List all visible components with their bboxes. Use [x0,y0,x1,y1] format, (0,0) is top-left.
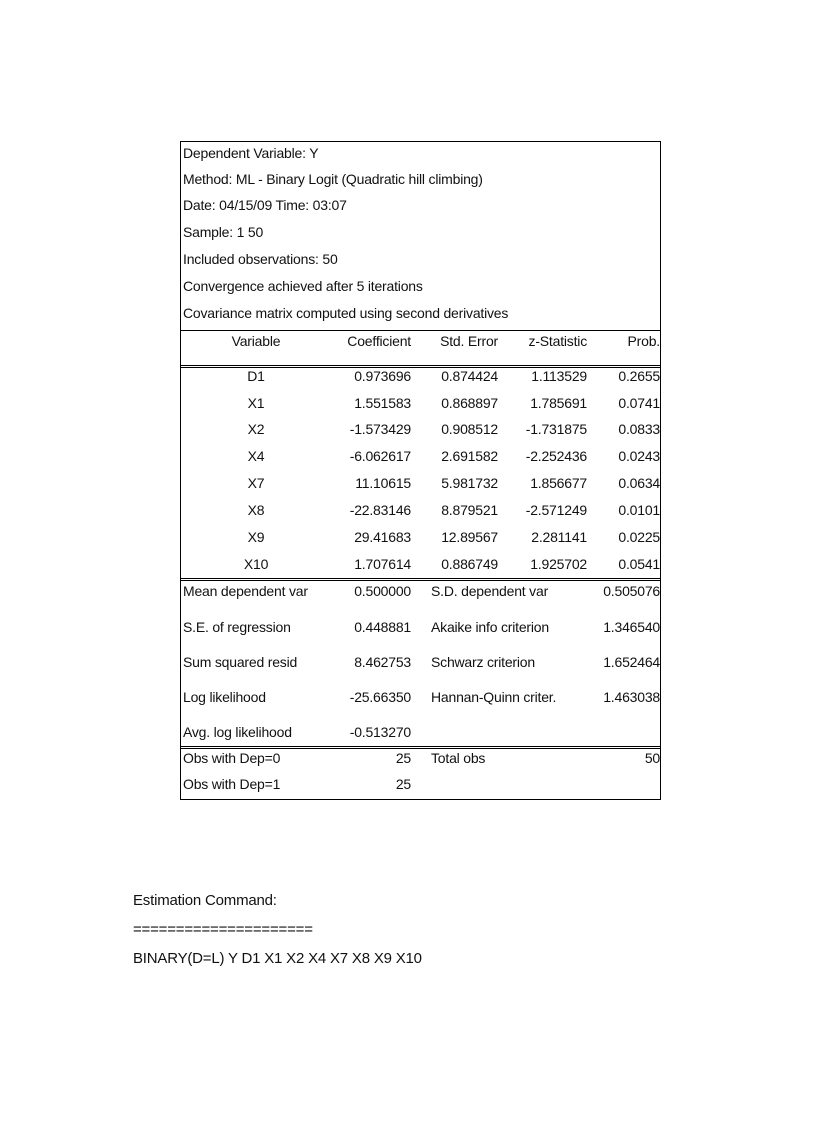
stat-label: Akaike info criterion [431,619,549,635]
variable-cell: X9 [247,529,265,545]
header-divider [181,330,660,331]
prob-cell: 0.0634 [618,475,660,491]
obs-label: Total obs [431,750,486,766]
stat-label: Mean dependent var [183,583,308,599]
stat-label: Sum squared resid [183,654,298,670]
estimation-command-text: BINARY(D=L) Y D1 X1 X2 X4 X7 X8 X9 X10 [133,950,422,967]
std-error-cell: 8.879521 [441,502,498,518]
prob-cell: 0.0101 [618,502,660,518]
z-statistic-cell: -2.571249 [525,502,587,518]
coefficient-cell: -22.83146 [349,502,411,518]
column-header-prob: Prob. [627,333,660,349]
estimation-command-separator: ===================== [133,921,313,938]
estimation-command-title: Estimation Command: [133,892,277,909]
coefficients-divider [181,578,660,581]
stat-value: 0.505076 [603,583,660,599]
std-error-cell: 0.868897 [441,395,498,411]
variable-cell: X7 [247,475,265,491]
variable-cell: X4 [247,448,265,464]
stat-label: Hannan-Quinn criter. [431,689,557,705]
coefficient-cell: 11.10615 [355,475,411,491]
z-statistic-cell: 1.113529 [531,368,587,384]
stat-value [587,723,660,741]
variable-cell: X8 [247,502,265,518]
std-error-cell: 12.89567 [441,529,498,545]
sample-line: Sample: 1 50 [183,224,264,240]
obs-value: 25 [395,776,411,792]
prob-cell: 0.0541 [618,556,660,572]
variable-cell: X1 [247,395,265,411]
stat-value: 1.652464 [603,654,660,670]
prob-cell: 0.0243 [618,448,660,464]
prob-cell: 0.0225 [618,529,660,545]
coefficient-cell: 1.707614 [354,556,411,572]
coefficient-cell: 1.551583 [354,395,411,411]
z-statistic-cell: -1.731875 [525,421,587,437]
std-error-cell: 5.981732 [441,475,498,491]
column-header-coefficient: Coefficient [347,333,411,349]
std-error-cell: 0.874424 [441,368,498,384]
stat-value: 0.448881 [354,619,411,635]
stat-label: S.D. dependent var [431,583,549,599]
date-time-line: Date: 04/15/09 Time: 03:07 [183,197,347,213]
stat-label: S.E. of regression [183,619,291,635]
stat-value: 8.462753 [354,654,411,670]
coefficient-cell: 29.41683 [354,529,411,545]
prob-cell: 0.0833 [618,421,660,437]
z-statistic-cell: 1.785691 [530,395,587,411]
z-statistic-cell: 1.856677 [530,475,587,491]
z-statistic-cell: 2.281141 [531,529,587,545]
column-header-z-statistic: z-Statistic [528,333,587,349]
stat-label: Avg. log likelihood [183,724,292,740]
obs-value: 25 [395,750,411,766]
variable-cell: X10 [243,556,269,572]
z-statistic-cell: -2.252436 [525,448,587,464]
convergence-line: Convergence achieved after 5 iterations [183,278,423,294]
stat-label [431,723,591,741]
stat-value: 0.500000 [354,583,411,599]
z-statistic-cell: 1.925702 [530,556,587,572]
stat-value: 1.463038 [603,689,660,705]
obs-label: Obs with Dep=0 [183,750,281,766]
column-header-variable: Variable [231,333,281,349]
std-error-cell: 2.691582 [441,448,498,464]
prob-cell: 0.0741 [618,395,660,411]
std-error-cell: 0.886749 [441,556,498,572]
included-observations-line: Included observations: 50 [183,251,338,267]
prob-cell: 0.2655 [618,368,660,384]
dependent-variable-line: Dependent Variable: Y [183,145,319,161]
obs-value: 50 [644,750,660,766]
stat-value: 1.346540 [603,619,660,635]
variable-cell: X2 [247,421,265,437]
obs-label: Obs with Dep=1 [183,776,281,792]
estimation-output-table [180,141,661,800]
method-line: Method: ML - Binary Logit (Quadratic hill climbing) [183,171,483,187]
stat-value: -0.513270 [349,724,411,740]
covariance-line: Covariance matrix computed using second derivatives [183,305,509,321]
std-error-cell: 0.908512 [441,421,498,437]
stat-label: Log likelihood [183,689,266,705]
stat-label: Schwarz criterion [431,654,535,670]
coefficient-cell: -6.062617 [349,448,411,464]
coefficient-cell: -1.573429 [349,421,411,437]
variable-cell: D1 [247,368,265,384]
stat-value: -25.66350 [349,689,411,705]
column-header-std-error: Std. Error [440,333,498,349]
coefficient-cell: 0.973696 [354,368,411,384]
